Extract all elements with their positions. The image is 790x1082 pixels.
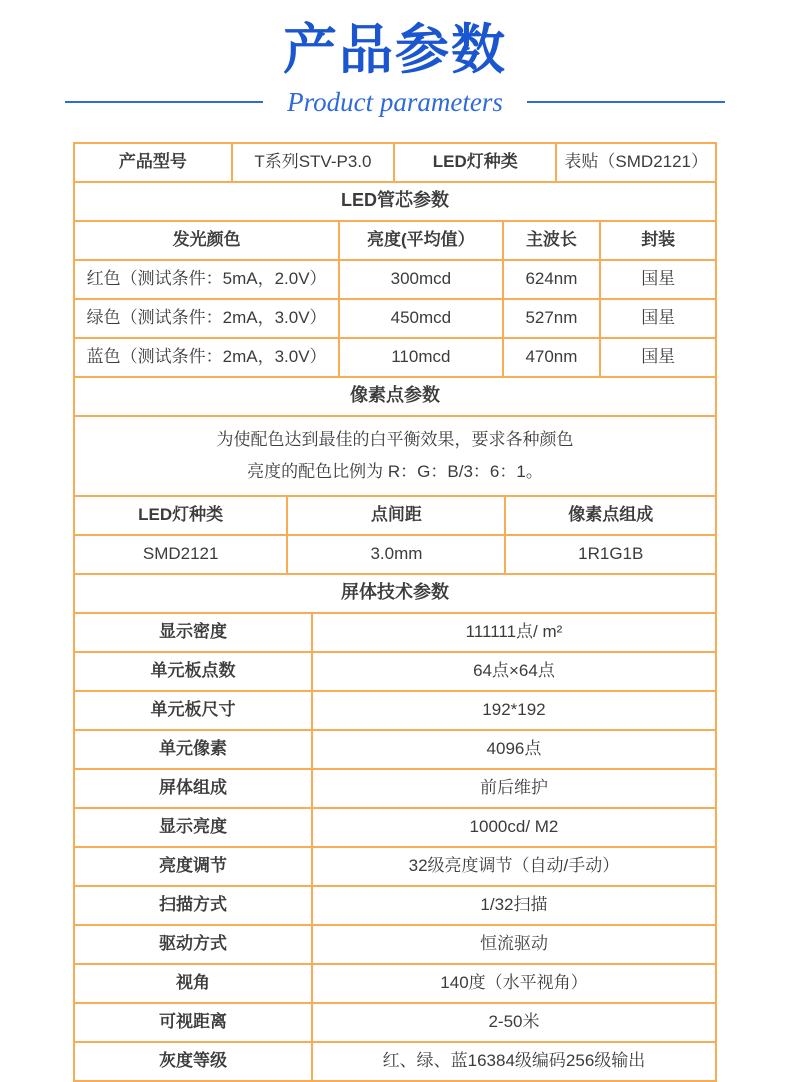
pixel-header-row — [75, 495, 715, 534]
green-wavelength: 527nm — [502, 300, 600, 337]
module-dots-label: 单元板点数 — [150, 661, 236, 681]
scan-mode-label: 扫描方式 — [158, 895, 227, 915]
module-size-value: 192*192 — [311, 692, 715, 729]
red-package: 国星 — [599, 261, 715, 298]
pixel-value-row — [75, 534, 715, 573]
subtitle-left-line — [65, 101, 263, 103]
table-row-blue — [75, 337, 715, 376]
page-title: 产品参数 — [283, 20, 507, 80]
led-type-label: LED灯种类 — [393, 144, 555, 181]
led-type-value: 表贴（SMD2121） — [555, 144, 715, 181]
table-row-green — [75, 298, 715, 337]
section-title-row-pixel — [75, 376, 715, 415]
view-distance-label: 可视距离 — [158, 1012, 227, 1032]
blue-wavelength: 470nm — [502, 339, 600, 376]
chip-col-brightness: 亮度(平均值） — [338, 222, 501, 259]
model-label: 产品型号 — [118, 152, 187, 172]
green-brightness: 450mcd — [338, 300, 501, 337]
drive-mode-value: 恒流驱动 — [311, 926, 715, 963]
pixel-col-led-type: LED灯种类 — [138, 505, 224, 525]
scan-mode-value: 1/32扫描 — [311, 887, 715, 924]
screen-composition-value: 前后维护 — [311, 770, 715, 807]
table-row-module-size — [75, 690, 715, 729]
chip-col-color: 发光颜色 — [172, 230, 241, 250]
section-title-row-chip — [75, 181, 715, 220]
chip-col-wavelength: 主波长 — [502, 222, 600, 259]
table-row-drive-mode — [75, 924, 715, 963]
screen-composition-label: 屏体组成 — [158, 778, 227, 798]
gray-scale-value: 红、绿、蓝16384级编码256级输出 — [311, 1043, 715, 1080]
table-row-module-dots — [75, 651, 715, 690]
table-row-gray-scale — [75, 1041, 715, 1080]
chip-col-package: 封装 — [599, 222, 715, 259]
page-subtitle: Product parameters — [287, 86, 503, 117]
green-condition: 绿色（测试条件：2mA，3.0V） — [86, 308, 327, 328]
blue-brightness: 110mcd — [338, 339, 501, 376]
table-row-display-brightness — [75, 807, 715, 846]
white-balance-note-line1: 为使配色达到最佳的白平衡效果，要求各种颜色 — [216, 429, 574, 449]
density-label: 显示密度 — [158, 622, 227, 642]
blue-package: 国星 — [599, 339, 715, 376]
display-brightness-label: 显示亮度 — [158, 817, 227, 837]
section-title-pixel: 像素点参数 — [350, 385, 440, 406]
spec-table — [73, 142, 717, 1082]
view-angle-value: 140度（水平视角） — [311, 965, 715, 1002]
table-row-density — [75, 612, 715, 651]
module-dots-value: 64点×64点 — [311, 653, 715, 690]
table-row-screen-composition — [75, 768, 715, 807]
display-brightness-value: 1000cd/ M2 — [311, 809, 715, 846]
section-title-chip: LED管芯参数 — [341, 190, 449, 211]
module-size-label: 单元板尺寸 — [150, 700, 236, 720]
section-title-row-tech — [75, 573, 715, 612]
pixel-composition: 1R1G1B — [504, 536, 715, 573]
section-title-tech: 屏体技术参数 — [341, 582, 449, 603]
pixel-col-composition: 像素点组成 — [504, 497, 715, 534]
table-row-model — [75, 144, 715, 181]
drive-mode-label: 驱动方式 — [158, 934, 227, 954]
table-row-view-distance — [75, 1002, 715, 1041]
gray-scale-label: 灰度等级 — [158, 1051, 227, 1071]
module-pixels-label: 单元像素 — [158, 739, 227, 759]
green-package: 国星 — [599, 300, 715, 337]
red-wavelength: 624nm — [502, 261, 600, 298]
brightness-adjust-label: 亮度调节 — [158, 856, 227, 876]
red-brightness: 300mcd — [338, 261, 501, 298]
pixel-led-type: SMD2121 — [142, 544, 219, 564]
table-row-red — [75, 259, 715, 298]
red-condition: 红色（测试条件：5mA，2.0V） — [86, 269, 327, 289]
pixel-pitch: 3.0mm — [286, 536, 504, 573]
chip-header-row — [75, 220, 715, 259]
table-row-view-angle — [75, 963, 715, 1002]
model-value: T系列STV-P3.0 — [231, 144, 393, 181]
brightness-adjust-value: 32级亮度调节（自动/手动） — [311, 848, 715, 885]
table-row-brightness-adjust — [75, 846, 715, 885]
view-angle-label: 视角 — [175, 973, 210, 993]
subtitle-right-line — [527, 101, 725, 103]
pixel-note-row — [75, 415, 715, 495]
white-balance-note — [75, 417, 715, 495]
module-pixels-value: 4096点 — [311, 731, 715, 768]
white-balance-note-line2: 亮度的配色比例为 R：G：B/3：6：1。 — [247, 461, 543, 481]
table-row-scan-mode — [75, 885, 715, 924]
table-row-module-pixels — [75, 729, 715, 768]
subtitle-row — [73, 87, 717, 118]
density-value: 111111点/ m² — [311, 614, 715, 651]
view-distance-value: 2-50米 — [311, 1004, 715, 1041]
blue-condition: 蓝色（测试条件：2mA，3.0V） — [86, 347, 327, 367]
pixel-col-pitch: 点间距 — [286, 497, 504, 534]
